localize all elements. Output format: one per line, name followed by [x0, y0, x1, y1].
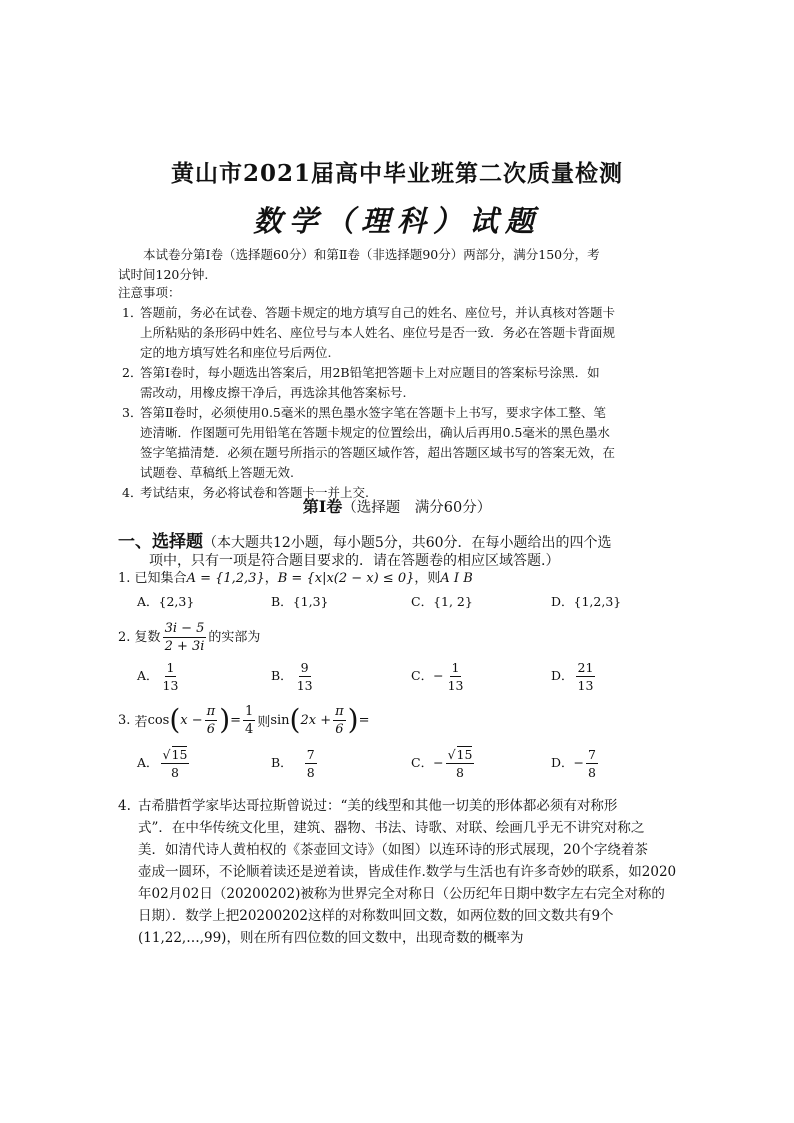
fraction-denominator: 6 [335, 721, 344, 737]
option-sign: − [433, 668, 444, 683]
question-text: 若 [134, 714, 148, 730]
question-4 [118, 795, 676, 949]
question-number: 3. [118, 712, 131, 728]
note-1 [122, 303, 615, 363]
option-fraction [576, 659, 596, 694]
option-value: {1, 2} [433, 594, 473, 609]
exam-title: 黄山市2021届高中毕业班第二次质量检测 [170, 160, 623, 187]
set-a: A = {1,2,3} [186, 571, 265, 586]
section-heading [0, 494, 794, 517]
note-line: 答第Ⅱ卷时，必须使用0.5毫米的黑色墨水签字笔在答题卡上书写，要求字体工整、笔 [140, 405, 606, 420]
note-line: 答第Ⅰ卷时，每小题选出答案后，用2B铅笔把答题卡上对应题目的答案标号涂黑．如 [140, 365, 600, 380]
option-value: {2,3} [158, 594, 195, 609]
one-over-four [243, 703, 255, 738]
left-paren-icon: ( [289, 703, 301, 736]
note-line: 上所粘贴的条形码中姓名、座位号与本人姓名、座位号是否一致．务必在答题卡背面规 [140, 325, 616, 340]
set-b: B = {x|x(2 − x) ≤ 0} [277, 571, 415, 586]
option-label: A． [137, 755, 159, 770]
question-number: 4. [118, 798, 131, 814]
pi-over-six [205, 703, 218, 738]
option-label: B． [271, 668, 293, 683]
sqrt-radicand: 15 [456, 747, 473, 762]
fraction-denominator: 2 + 3i [164, 639, 205, 654]
cos-func: cos [147, 712, 170, 728]
fraction-numerator: 21 [577, 660, 594, 675]
option-fraction [586, 746, 598, 781]
option-d[interactable] [551, 592, 621, 610]
part-one-text: （本大题共12小题，每小题5分，共60分．在每小题给出的四个选 [203, 535, 612, 551]
two-x-plus: 2x + [300, 712, 332, 728]
note-line: 签字笔描清楚．必须在题号所指示的答题区域作答，超出答题区域书写的答案无效，在 [140, 445, 616, 460]
note-number: 1． [122, 305, 143, 320]
fraction-denominator: 13 [577, 678, 594, 693]
notes-list [122, 303, 615, 503]
separator: ， [264, 571, 278, 586]
note-line: 考试结束，务必将试卷和答题卡一并上交. [140, 485, 369, 500]
question-number: 2. [118, 630, 131, 645]
pi-over-six [333, 703, 346, 738]
option-sign: − [573, 755, 585, 770]
intro-line-2: 试时间120分钟. [118, 267, 209, 282]
question-1 [118, 567, 473, 586]
right-paren-icon: ) [219, 703, 231, 736]
option-c[interactable] [411, 659, 467, 694]
note-3 [122, 403, 615, 483]
note-line: 答题前，务必在试卷、答题卡规定的地方填写自己的姓名、座位号，并认真核对答题卡 [140, 305, 616, 320]
option-label: D． [551, 668, 574, 683]
section-title: 第Ⅰ卷 [302, 497, 343, 516]
fraction-denominator: 13 [447, 678, 464, 693]
note-line: 试题卷、草稿纸上答题无效. [140, 465, 294, 480]
question-number: 1. [118, 571, 131, 586]
option-label: C． [411, 668, 434, 683]
note-number: 3． [122, 405, 143, 420]
option-a[interactable] [137, 746, 191, 781]
intersection-expr: A I B [440, 571, 473, 586]
question-line: 日期）．数学上把20200202这样的对称数叫回文数，如两位数的回文数共有9个 [138, 908, 614, 924]
option-value: {1,2,3} [573, 594, 622, 609]
option-fraction [446, 746, 475, 781]
question-text: 则 [257, 714, 271, 730]
option-label: A． [137, 594, 159, 609]
fraction-denominator: 8 [456, 765, 464, 780]
note-2 [122, 363, 615, 403]
fraction-numerator: √15 [162, 747, 188, 762]
fraction-numerator: π [335, 703, 344, 719]
option-label: C． [411, 755, 434, 770]
fraction-denominator: 8 [588, 765, 596, 780]
option-c[interactable] [411, 592, 473, 610]
option-value: {1,3} [292, 594, 329, 609]
option-fraction [305, 746, 317, 781]
fraction-numerator: 7 [588, 747, 596, 762]
question-line: 古希腊哲学家毕达哥拉斯曾说过：“美的线型和其他一切美的形体都必须有对称形 [138, 798, 618, 814]
option-a[interactable] [137, 659, 182, 694]
fraction-numerator: 9 [300, 660, 309, 675]
option-fraction [446, 659, 466, 694]
option-label: C． [411, 594, 434, 609]
fraction-denominator: 13 [296, 678, 313, 693]
option-fraction [161, 746, 190, 781]
fraction-numerator: 1 [166, 660, 175, 675]
question-line: 美．如清代诗人黄柏权的《茶壶回文诗》（如图）以连环诗的形式展现，20个字绕着茶 [138, 842, 648, 858]
part-one-label: 一、选择题 [118, 532, 203, 552]
fraction-numerator: 1 [245, 703, 254, 719]
note-number: 4． [122, 485, 143, 500]
fraction-denominator: 8 [306, 765, 315, 780]
option-b[interactable] [271, 659, 317, 694]
option-sign: − [433, 755, 444, 770]
note-number: 2． [122, 365, 143, 380]
option-b[interactable] [271, 592, 328, 610]
note-line: 需改动，用橡皮擦干净后，再选涂其他答案标号. [140, 385, 407, 400]
question-text: ，则 [414, 571, 441, 586]
fraction-numerator: 1 [451, 660, 460, 675]
fraction-numerator: 7 [306, 747, 315, 762]
left-paren-icon: ( [169, 703, 181, 736]
option-label: B． [271, 594, 293, 609]
question-line: 式”．在中华传统文化里，建筑、器物、书法、诗歌、对联、绘画几乎无不讲究对称之 [138, 820, 645, 836]
note-line: 定的地方填写姓名和座位号后两位. [140, 345, 332, 360]
part-one-intro [118, 527, 612, 552]
fraction-numerator: 3i − 5 [164, 621, 205, 636]
right-paren-icon: ) [347, 703, 359, 736]
exam-subtitle: 数学（理科）试题 [252, 204, 541, 238]
note-line: 迹清晰．作图题可先用铅笔在答题卡规定的位置绘出，确认后再用0.5毫米的黑色墨水 [140, 425, 610, 440]
question-text: 已知集合 [134, 571, 187, 586]
question-line: 年02月02日（20200202)被称为世界完全对称日（公历纪年日期中数字左右完全对称的 [138, 886, 665, 902]
fraction-denominator: 4 [245, 721, 254, 737]
question-3 [118, 700, 370, 740]
fraction-numerator: π [206, 703, 216, 719]
question-line: (11,22,…,99)，则在所有四位数的回文数中，出现奇数的概率为 [138, 930, 524, 946]
option-label: D． [551, 755, 574, 770]
x-minus: x − [180, 712, 203, 728]
question-line: 壶成一圆环，不论顺着读还是逆着读，皆成佳作.数学与生活也有许多奇妙的联系，如2020 [138, 864, 677, 880]
option-label: D． [551, 594, 574, 609]
question-2 [118, 620, 260, 655]
option-b[interactable] [271, 746, 319, 781]
option-c[interactable] [411, 746, 476, 781]
fraction-denominator: 13 [162, 678, 179, 693]
option-label: A． [137, 668, 159, 683]
option-a[interactable] [137, 592, 194, 610]
question-body [138, 795, 676, 949]
option-d[interactable] [551, 659, 597, 694]
equals: = [358, 712, 370, 728]
fraction-denominator: 6 [206, 721, 216, 737]
question-text: 复数 [134, 630, 161, 645]
question-text: 的实部为 [208, 630, 261, 645]
fraction-numerator: √15 [447, 747, 473, 762]
equals: = [230, 712, 242, 728]
intro-line-1: 本试卷分第Ⅰ卷（选择题60分）和第Ⅱ卷（非选择题90分）两部分，满分150分，考 [143, 247, 600, 262]
option-fraction [161, 659, 181, 694]
sin-func: sin [270, 712, 290, 728]
section-detail: （选择题 满分60分） [342, 500, 492, 516]
option-label: B． [271, 755, 293, 770]
notice-label: 注意事项： [118, 285, 181, 300]
complex-fraction [163, 620, 207, 655]
sqrt-radicand: 15 [171, 747, 188, 762]
fraction-denominator: 8 [170, 765, 179, 780]
option-fraction [295, 659, 315, 694]
option-d[interactable] [551, 746, 600, 781]
part-one-text-2: 项中，只有一项是符合题目要求的．请在答题卷的相应区域答题.） [149, 553, 560, 569]
